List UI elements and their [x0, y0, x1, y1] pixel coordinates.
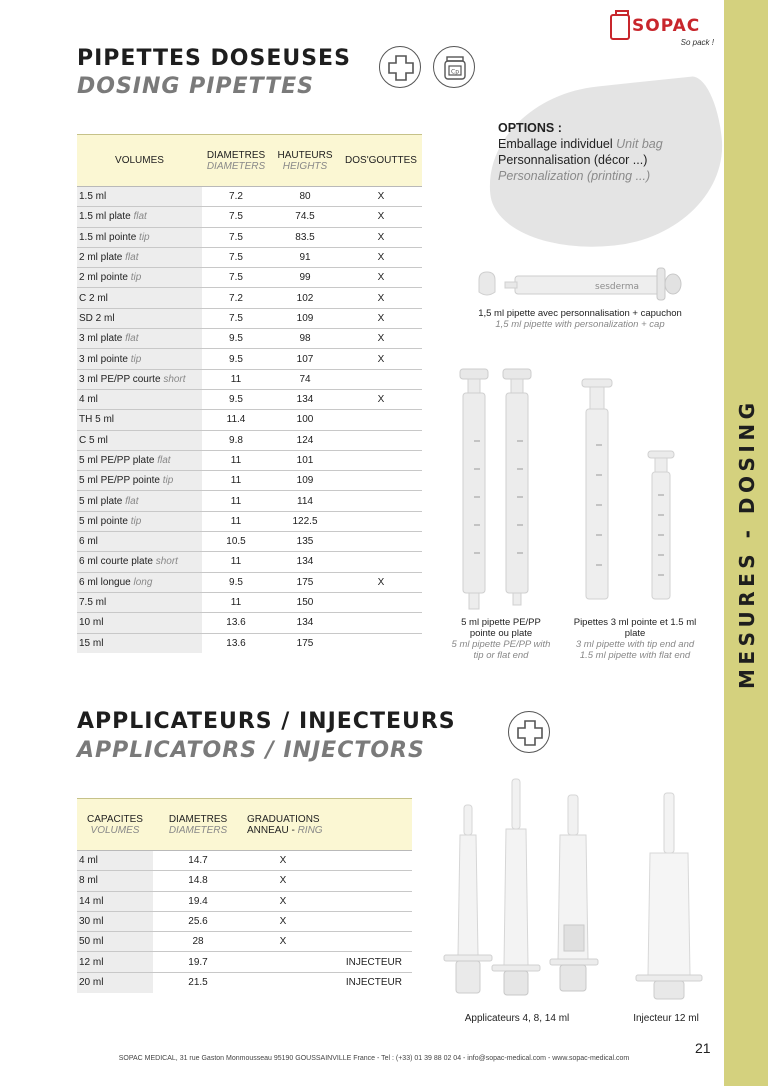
cell-height: 98 — [270, 329, 340, 349]
cell-volume: 6 ml longue long — [77, 572, 202, 592]
cell-height: 91 — [270, 247, 340, 267]
cell-type — [323, 871, 412, 891]
table-row — [77, 871, 412, 891]
cell-diameter: 7.5 — [202, 308, 270, 328]
table-row — [77, 532, 422, 552]
cell-diameter: 11 — [202, 552, 270, 572]
cell-type — [323, 891, 412, 911]
cell-diameter: 7.2 — [202, 187, 270, 207]
table-row — [77, 952, 412, 972]
cell-diameter: 11 — [202, 471, 270, 491]
cell-diameter: 7.5 — [202, 247, 270, 267]
cell-dosgouttes — [340, 471, 422, 491]
table-row — [77, 268, 422, 288]
cell-height: 175 — [270, 633, 340, 653]
table-row — [77, 450, 422, 470]
cell-dosgouttes: X — [340, 187, 422, 207]
table-row — [77, 349, 422, 369]
cell-volume: 15 ml — [77, 633, 202, 653]
table-row — [77, 389, 422, 409]
cell-diameter: 13.6 — [202, 633, 270, 653]
cell-dosgouttes: X — [340, 389, 422, 409]
cell-height: 80 — [270, 187, 340, 207]
cell-dosgouttes — [340, 491, 422, 511]
column-header-diameters: DIAMETRES DIAMETERS — [202, 135, 270, 187]
cell-graduation: X — [243, 891, 323, 911]
table-row — [77, 369, 422, 389]
section-title-pipettes: PIPETTES DOSEUSES — [77, 46, 351, 71]
cell-type: INJECTEUR — [323, 972, 412, 992]
column-header-dosgouttes: DOS'GOUTTES — [340, 135, 422, 187]
cell-diameter: 19.7 — [153, 952, 243, 972]
pipettes-table — [77, 134, 422, 653]
cell-height: 107 — [270, 349, 340, 369]
applicators-image — [440, 775, 710, 1005]
column-header-capacities: CAPACITES VOLUMES — [77, 799, 153, 851]
table-row — [77, 613, 422, 633]
cell-capacity: 50 ml — [77, 932, 153, 952]
cell-diameter: 7.5 — [202, 268, 270, 288]
cell-graduation: X — [243, 851, 323, 871]
section-subtitle-applicators: APPLICATORS / INJECTORS — [77, 738, 425, 763]
cell-height: 134 — [270, 613, 340, 633]
column-header-heights: HAUTEURS HEIGHTS — [270, 135, 340, 187]
cell-dosgouttes — [340, 633, 422, 653]
table-row — [77, 552, 422, 572]
cell-dosgouttes — [340, 532, 422, 552]
cell-volume: 1.5 ml pointe tip — [77, 227, 202, 247]
table-row — [77, 247, 422, 267]
cell-diameter: 11 — [202, 491, 270, 511]
option-unit-bag: Emballage individuel Unit bag — [498, 137, 663, 151]
cell-dosgouttes: X — [340, 207, 422, 227]
cell-capacity: 20 ml — [77, 972, 153, 992]
cell-diameter: 11 — [202, 592, 270, 612]
cell-diameter: 14.8 — [153, 871, 243, 891]
caption-applicators: Applicateurs 4, 8, 14 ml — [464, 1013, 570, 1024]
cell-dosgouttes — [340, 410, 422, 430]
cell-diameter: 10.5 — [202, 532, 270, 552]
cell-capacity: 14 ml — [77, 891, 153, 911]
side-tab-label-wrap — [735, 384, 774, 694]
cell-height: 134 — [270, 389, 340, 409]
cell-diameter: 28 — [153, 932, 243, 952]
cell-dosgouttes — [340, 613, 422, 633]
cell-diameter: 14.7 — [153, 851, 243, 871]
bottle-icon — [610, 14, 630, 40]
caption-pipette-pepp: 5 ml pipette PE/PP pointe ou plate 5 ml pipette PE/PP with tip or flat end — [451, 617, 551, 661]
cell-volume: SD 2 ml — [77, 308, 202, 328]
cell-diameter: 9.5 — [202, 389, 270, 409]
cell-volume: 4 ml — [77, 389, 202, 409]
column-header-type — [323, 799, 412, 851]
table-row — [77, 911, 412, 931]
pipettes-image — [450, 365, 700, 615]
medical-cross-icon — [508, 711, 550, 753]
options-title: OPTIONS : — [498, 121, 562, 135]
table-row — [77, 932, 412, 952]
pipette-print-label: sesderma — [595, 282, 639, 292]
cell-volume: 7.5 ml — [77, 592, 202, 612]
cell-dosgouttes: X — [340, 329, 422, 349]
cell-diameter: 25.6 — [153, 911, 243, 931]
cell-height: 74.5 — [270, 207, 340, 227]
cell-dosgouttes: X — [340, 268, 422, 288]
cell-dosgouttes — [340, 450, 422, 470]
table-row — [77, 972, 412, 992]
cell-height: 109 — [270, 308, 340, 328]
section-subtitle-pipettes: DOSING PIPETTES — [77, 74, 314, 99]
cell-dosgouttes: X — [340, 288, 422, 308]
cell-volume: 1.5 ml — [77, 187, 202, 207]
caption-injector: Injecteur 12 ml — [633, 1013, 699, 1024]
option-personalization-en: Personalization (printing ...) — [498, 169, 651, 183]
column-header-volumes: VOLUMES — [77, 135, 202, 187]
cell-dosgouttes — [340, 552, 422, 572]
column-header-diameters: DIAMETRES DIAMETERS — [153, 799, 243, 851]
medical-cross-icon — [379, 46, 421, 88]
cell-diameter: 9.5 — [202, 349, 270, 369]
cell-height: 101 — [270, 450, 340, 470]
brand-name: SOPAC — [632, 16, 701, 36]
cell-dosgouttes — [340, 369, 422, 389]
table-row — [77, 308, 422, 328]
cell-volume: 5 ml PE/PP pointe tip — [77, 471, 202, 491]
cell-diameter: 11 — [202, 450, 270, 470]
table-row — [77, 891, 412, 911]
cell-volume: 5 ml PE/PP plate flat — [77, 450, 202, 470]
cell-diameter: 11 — [202, 369, 270, 389]
cell-diameter: 9.8 — [202, 430, 270, 450]
footer-contact: SOPAC MEDICAL, 31 rue Gaston Monmousseau 95190 GOUSSAINVILLE France - Tel : (+33) 01 39 88 02 04 - info@sopac-medical.com - www.sopac-medical.com — [118, 1055, 630, 1062]
cell-graduation — [243, 972, 323, 992]
cell-dosgouttes — [340, 592, 422, 612]
cell-height: 134 — [270, 552, 340, 572]
cell-dosgouttes: X — [340, 349, 422, 369]
cell-graduation — [243, 952, 323, 972]
cell-volume: 3 ml pointe tip — [77, 349, 202, 369]
column-header-graduations: GRADUATIONS ANNEAU - RING — [243, 799, 323, 851]
cell-height: 175 — [270, 572, 340, 592]
cell-graduation: X — [243, 911, 323, 931]
brand-tagline: So pack ! — [680, 38, 714, 47]
cell-dosgouttes: X — [340, 227, 422, 247]
pharma-jar-icon — [433, 46, 475, 88]
cell-volume: TH 5 ml — [77, 410, 202, 430]
side-tab-label: MESURES - DOSING — [735, 398, 759, 689]
table-row — [77, 227, 422, 247]
cell-capacity: 8 ml — [77, 871, 153, 891]
cell-diameter: 21.5 — [153, 972, 243, 992]
cell-volume: 10 ml — [77, 613, 202, 633]
cell-diameter: 7.5 — [202, 227, 270, 247]
cell-volume: 3 ml PE/PP courte short — [77, 369, 202, 389]
cell-type — [323, 932, 412, 952]
cell-dosgouttes — [340, 430, 422, 450]
cell-dosgouttes — [340, 511, 422, 531]
table-row — [77, 329, 422, 349]
cell-height: 114 — [270, 491, 340, 511]
cell-graduation: X — [243, 871, 323, 891]
cell-diameter: 9.5 — [202, 329, 270, 349]
cell-height: 150 — [270, 592, 340, 612]
cell-dosgouttes: X — [340, 247, 422, 267]
applicators-table — [77, 798, 412, 993]
table-row — [77, 207, 422, 227]
cell-volume: 2 ml pointe tip — [77, 268, 202, 288]
table-row — [77, 430, 422, 450]
table-row — [77, 851, 412, 871]
cell-height: 124 — [270, 430, 340, 450]
cell-type — [323, 851, 412, 871]
cell-diameter: 19.4 — [153, 891, 243, 911]
table-row — [77, 572, 422, 592]
table-row — [77, 288, 422, 308]
page-number: 21 — [695, 1040, 711, 1056]
cell-height: 83.5 — [270, 227, 340, 247]
cell-capacity: 12 ml — [77, 952, 153, 972]
cell-type: INJECTEUR — [323, 952, 412, 972]
options-list — [498, 120, 663, 184]
cell-height: 99 — [270, 268, 340, 288]
cell-diameter: 9.5 — [202, 572, 270, 592]
cell-height: 100 — [270, 410, 340, 430]
cell-volume: 2 ml plate flat — [77, 247, 202, 267]
table-row — [77, 187, 422, 207]
cell-height: 74 — [270, 369, 340, 389]
cell-volume: 3 ml plate flat — [77, 329, 202, 349]
cell-diameter: 7.2 — [202, 288, 270, 308]
cell-diameter: 13.6 — [202, 613, 270, 633]
cell-graduation: X — [243, 932, 323, 952]
cell-height: 122.5 — [270, 511, 340, 531]
table-row — [77, 410, 422, 430]
caption-pipette-cap: 1,5 ml pipette avec personnalisation + capuchon 1,5 ml pipette with personalization + cap — [478, 308, 682, 330]
cell-volume: C 2 ml — [77, 288, 202, 308]
cell-volume: 1.5 ml plate flat — [77, 207, 202, 227]
cell-volume: 6 ml — [77, 532, 202, 552]
pipette-with-cap-image — [475, 264, 685, 304]
cell-volume: 5 ml pointe tip — [77, 511, 202, 531]
caption-pipettes-3ml: Pipettes 3 ml pointe et 1.5 ml plate 3 ml pipette with tip end and 1.5 ml pipette with flat end — [573, 617, 697, 661]
cell-capacity: 30 ml — [77, 911, 153, 931]
cell-diameter: 11 — [202, 511, 270, 531]
cell-height: 135 — [270, 532, 340, 552]
table-row — [77, 633, 422, 653]
cell-diameter: 7.5 — [202, 207, 270, 227]
cell-volume: 6 ml courte plate short — [77, 552, 202, 572]
cell-height: 109 — [270, 471, 340, 491]
section-title-applicators: APPLICATEURS / INJECTEURS — [77, 709, 456, 734]
table-row — [77, 592, 422, 612]
table-row — [77, 491, 422, 511]
cell-diameter: 11.4 — [202, 410, 270, 430]
option-personalization: Personnalisation (décor ...) — [498, 153, 648, 167]
brand-logo — [610, 10, 720, 48]
table-row — [77, 511, 422, 531]
table-row — [77, 471, 422, 491]
cell-dosgouttes: X — [340, 572, 422, 592]
cell-volume: 5 ml plate flat — [77, 491, 202, 511]
cell-volume: C 5 ml — [77, 430, 202, 450]
cell-dosgouttes: X — [340, 308, 422, 328]
cell-type — [323, 911, 412, 931]
svg-text:Cp: Cp — [451, 68, 459, 76]
cell-height: 102 — [270, 288, 340, 308]
cell-capacity: 4 ml — [77, 851, 153, 871]
